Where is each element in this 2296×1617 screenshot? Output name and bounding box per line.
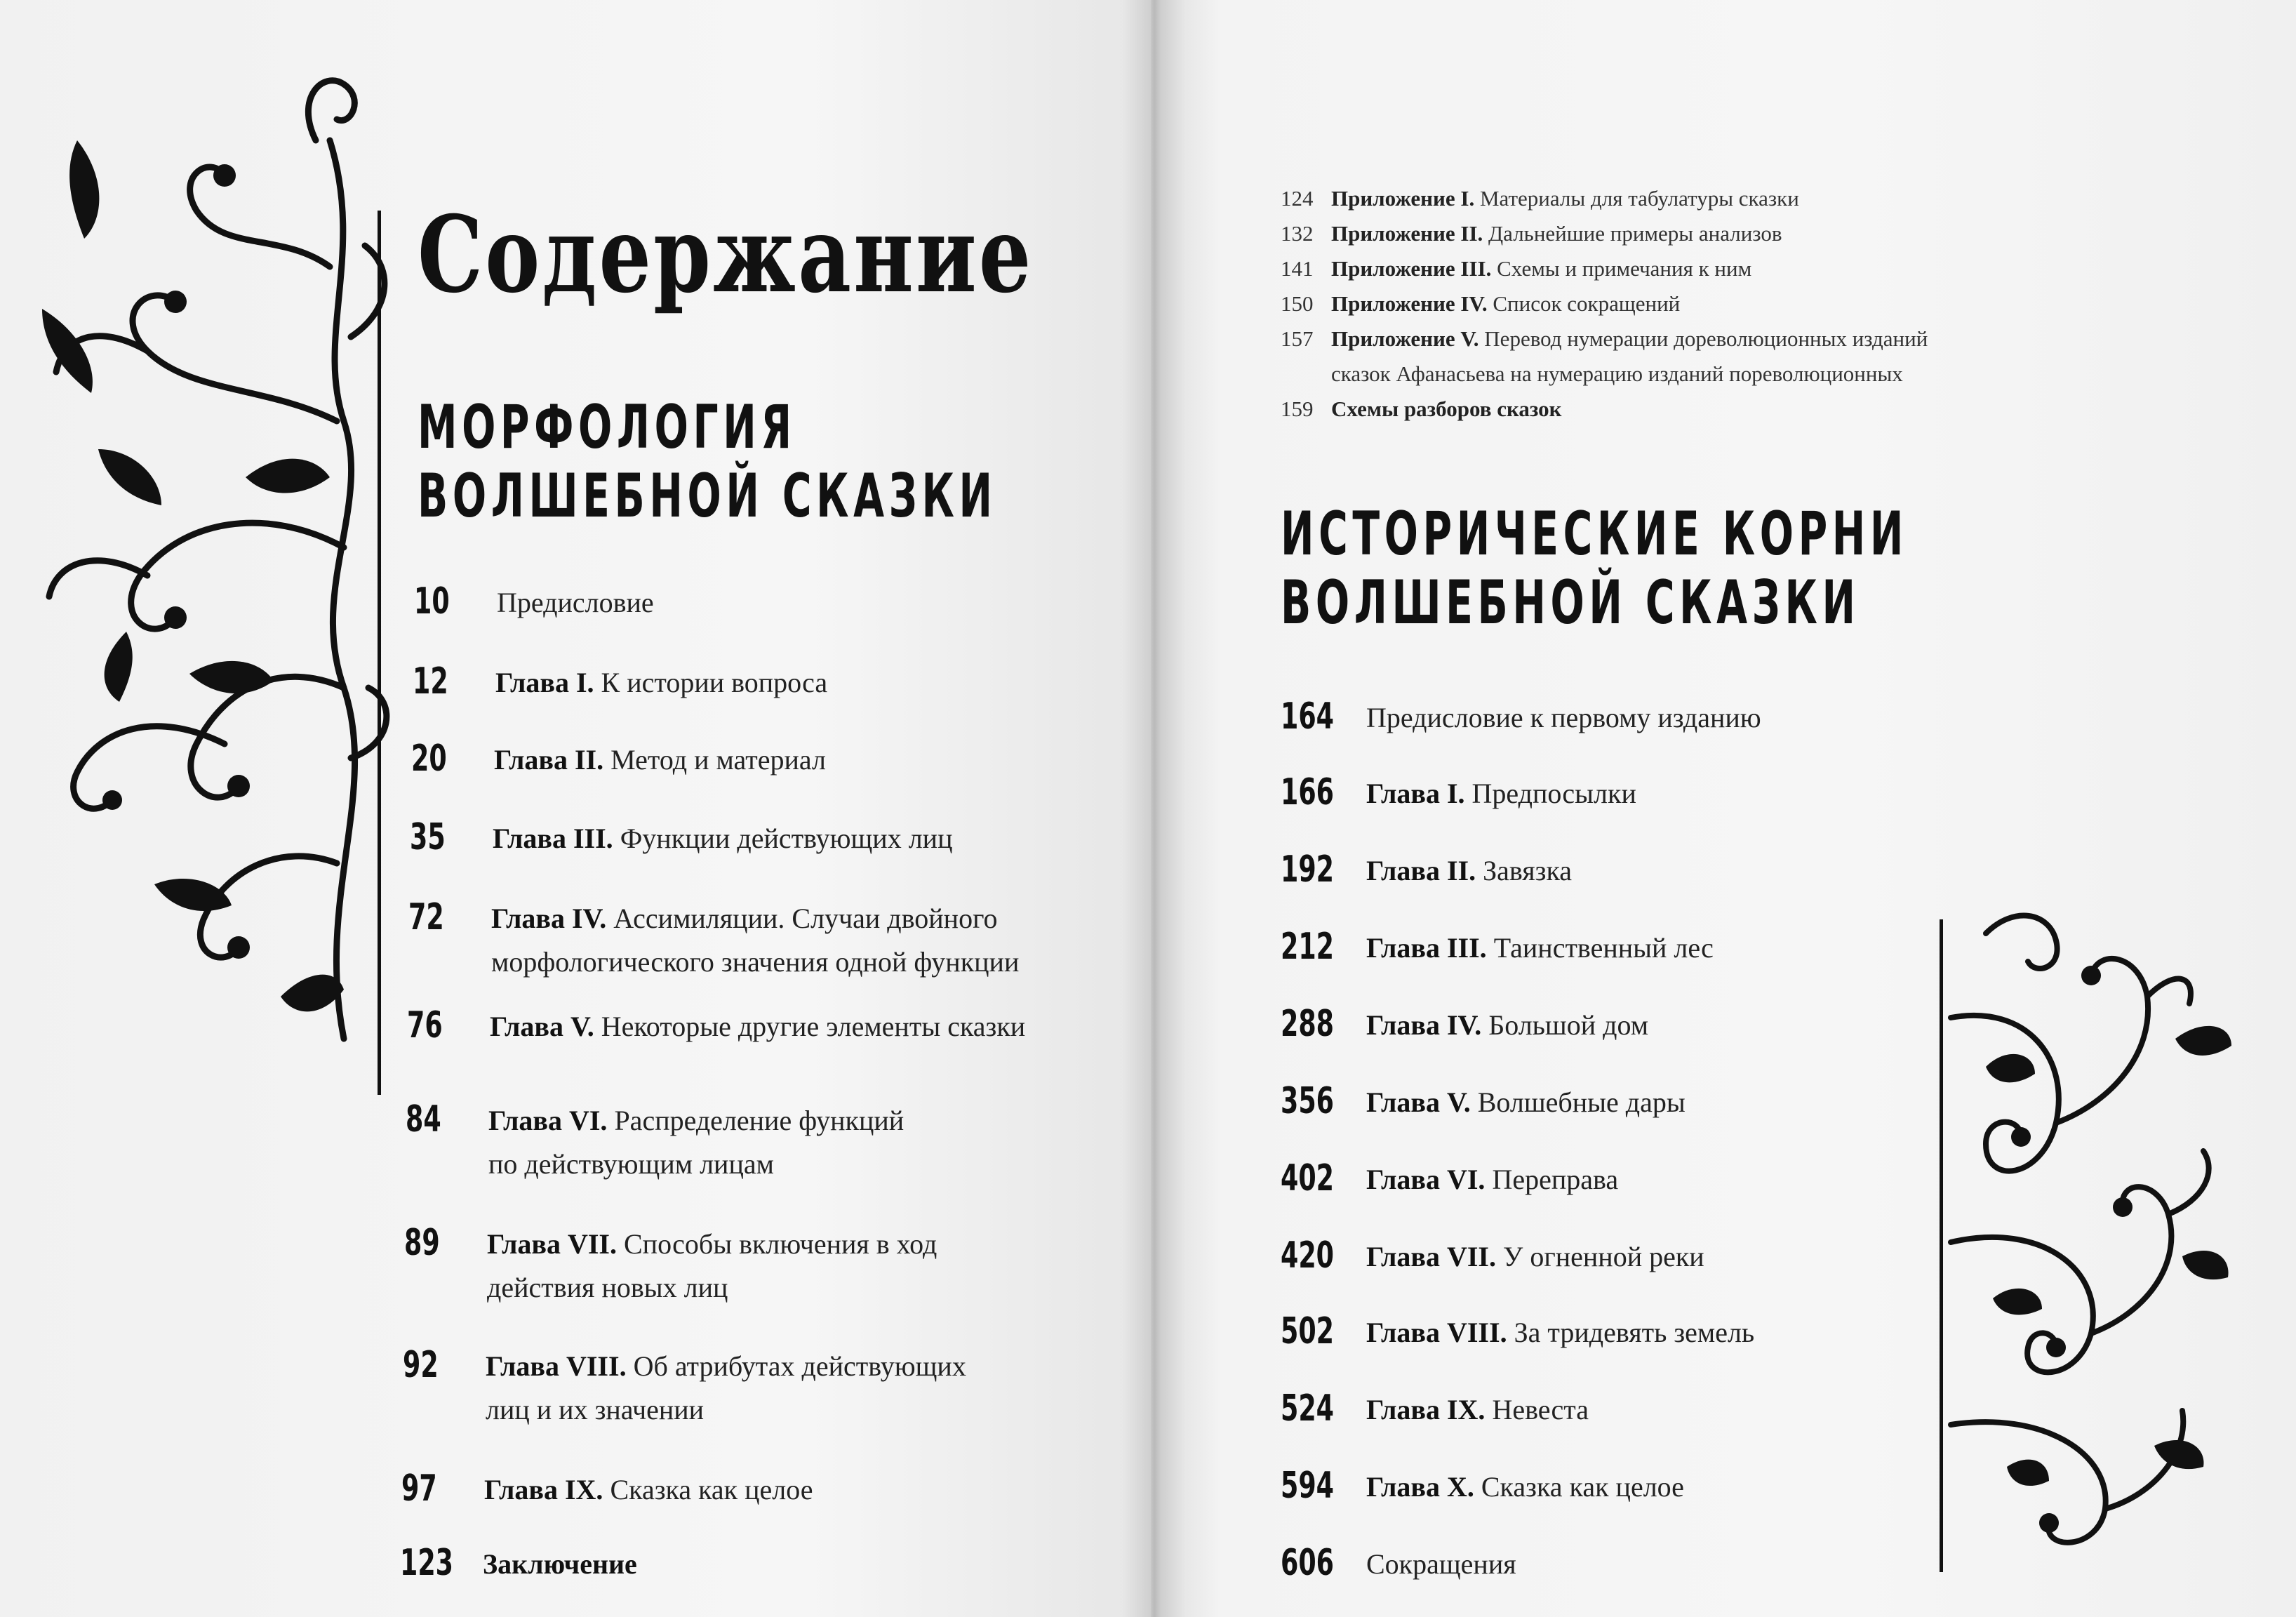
toc-page-number: 92 bbox=[403, 1344, 439, 1386]
toc-entry-text: Глава I. К истории вопроса bbox=[495, 667, 828, 698]
toc-page-number: 356 bbox=[1281, 1080, 1334, 1122]
toc-entry-text: Заключение bbox=[483, 1548, 637, 1580]
toc-entry-text: Глава VII. Способы включения в ход действия новых лиц bbox=[487, 1228, 937, 1303]
toc-entry-text: Сокращения bbox=[1366, 1548, 1516, 1580]
toc-page-number: 502 bbox=[1281, 1310, 1334, 1352]
appendix-label: Приложение I. bbox=[1331, 186, 1475, 211]
toc-entry-text: Глава VII. У огненной реки bbox=[1366, 1241, 1704, 1272]
toc-page-number: 72 bbox=[408, 896, 444, 938]
toc-page-number: 84 bbox=[406, 1098, 441, 1140]
appendix-entry[interactable]: 141 Приложение III. Схемы и примечания к ним bbox=[1281, 251, 2067, 286]
appendix-page-number: 141 bbox=[1281, 256, 1314, 281]
section-title-historical-roots bbox=[1281, 500, 1908, 637]
section-title-morphology bbox=[418, 393, 997, 531]
toc-page-number: 20 bbox=[411, 738, 447, 780]
toc-page-number: 402 bbox=[1281, 1157, 1334, 1199]
floral-ornament-left bbox=[14, 56, 407, 1109]
appendix-page-number: 150 bbox=[1281, 291, 1314, 316]
toc-page-number: 594 bbox=[1281, 1465, 1334, 1507]
toc-page-number: 123 bbox=[400, 1542, 453, 1584]
section-title-line: МОРФОЛОГИЯ bbox=[418, 392, 796, 463]
section-title-line: ИСТОРИЧЕСКИЕ КОРНИ bbox=[1281, 499, 1909, 569]
right-page bbox=[1151, 0, 2296, 1617]
appendix-entry[interactable]: 124 Приложение I. Материалы для табулатуры сказки bbox=[1281, 181, 2067, 216]
toc-entry-text: Глава III. Таинственный лес bbox=[1366, 932, 1714, 964]
toc-page-number: 524 bbox=[1281, 1388, 1334, 1430]
toc-entry-text: Глава IV. Большой дом bbox=[1366, 1009, 1649, 1041]
toc-page-number: 288 bbox=[1281, 1003, 1334, 1045]
toc-entry-text: Глава V. Некоторые другие элементы сказки bbox=[490, 1011, 1026, 1042]
toc-entry-text: Глава I. Предпосылки bbox=[1366, 778, 1636, 809]
toc-entry-text: Глава IX. Сказка как целое bbox=[484, 1474, 813, 1505]
toc-entry-text: Глава X. Сказка как целое bbox=[1366, 1471, 1684, 1503]
toc-page-number: 420 bbox=[1281, 1235, 1334, 1277]
toc-page-number: 35 bbox=[410, 816, 446, 858]
vertical-rule-right bbox=[1940, 919, 1943, 1572]
appendix-label: Приложение II. bbox=[1331, 221, 1483, 246]
toc-entry-text: Предисловие bbox=[497, 587, 654, 618]
toc-page-number: 166 bbox=[1281, 771, 1334, 813]
toc-page-number: 89 bbox=[404, 1222, 440, 1264]
toc-entry-text: Глава VI. Переправа bbox=[1366, 1164, 1619, 1195]
appendix-label: Приложение III. bbox=[1331, 256, 1492, 281]
toc-entry-text: Глава IX. Невеста bbox=[1366, 1394, 1589, 1425]
appendix-entry[interactable]: 150 Приложение IV. Список сокращений bbox=[1281, 286, 2067, 321]
appendix-page-number: 159 bbox=[1281, 397, 1314, 421]
toc-page-number: 76 bbox=[407, 1004, 443, 1046]
appendix-entry[interactable]: 157 Приложение V. Перевод нумерации дореволюционных изданий сказок Афанасьева на нумерацию изданий пореволюционных bbox=[1281, 321, 2067, 392]
section-title-line: ВОЛШЕБНОЙ СКАЗКИ bbox=[1281, 568, 1860, 638]
toc-page-number: 12 bbox=[413, 660, 448, 703]
toc-entry-text: Глава VI. Распределение функций по действующим лицам bbox=[488, 1105, 905, 1180]
vertical-rule-left bbox=[378, 211, 381, 1095]
appendix-page-number: 124 bbox=[1281, 186, 1314, 211]
page-title: Содержание bbox=[418, 193, 1034, 317]
appendix-page-number: 132 bbox=[1281, 221, 1314, 246]
floral-ornament-right bbox=[1944, 891, 2238, 1579]
toc-entry-text: Глава III. Функции действующих лиц bbox=[493, 823, 953, 854]
toc-page-number: 164 bbox=[1281, 696, 1334, 738]
toc-entry-text: Глава II. Метод и материал bbox=[494, 744, 826, 776]
section-title-line: ВОЛШЕБНОЙ СКАЗКИ bbox=[418, 461, 997, 531]
appendix-label: Схемы разборов сказок bbox=[1331, 397, 1562, 421]
toc-page-number: 192 bbox=[1281, 849, 1334, 891]
toc-page-number: 97 bbox=[401, 1468, 437, 1510]
appendix-page-number: 157 bbox=[1281, 326, 1314, 351]
toc-page-number: 606 bbox=[1281, 1542, 1334, 1584]
toc-entry-text: Глава V. Волшебные дары bbox=[1366, 1086, 1686, 1118]
toc-entry-text: Глава II. Завязка bbox=[1366, 855, 1573, 886]
toc-entry-text: Глава VIII. Об атрибутах действующих лиц и их значении bbox=[486, 1350, 966, 1425]
toc-page-number: 10 bbox=[414, 580, 450, 623]
appendix-label: Приложение IV. bbox=[1331, 291, 1488, 316]
appendix-list bbox=[1281, 181, 2067, 427]
toc-entry-text: Глава IV. Ассимиляции. Случаи двойного морфологического значения одной функции bbox=[491, 903, 1020, 978]
appendix-entry[interactable] bbox=[1281, 392, 2067, 427]
toc-page-number: 212 bbox=[1281, 926, 1334, 968]
toc-entry-text: Предисловие к первому изданию bbox=[1366, 702, 1761, 733]
toc-entry-text: Глава VIII. За тридевять земель bbox=[1366, 1317, 1755, 1348]
appendix-label: Приложение V. bbox=[1331, 326, 1479, 351]
appendix-entry[interactable]: 132 Приложение II. Дальнейшие примеры анализов bbox=[1281, 216, 2067, 251]
